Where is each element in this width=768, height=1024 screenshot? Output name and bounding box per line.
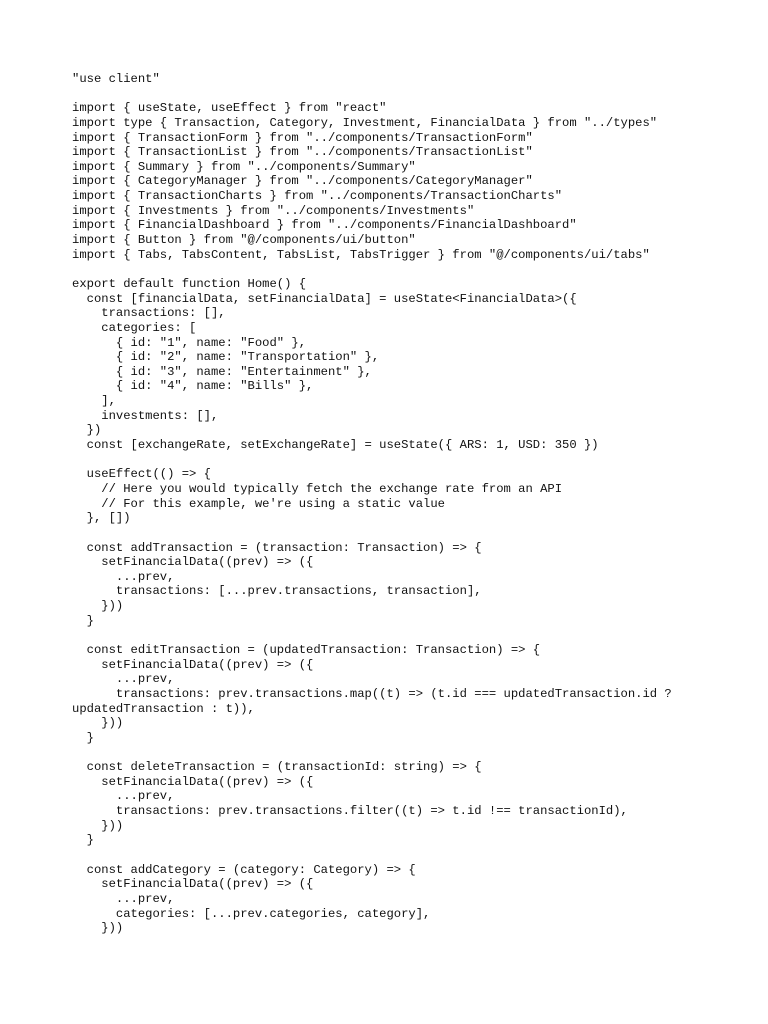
code-line: investments: [],: [72, 408, 219, 423]
code-line: }: [72, 730, 94, 745]
code-line: [72, 848, 712, 863]
code-line: import { Button } from "@/components/ui/button": [72, 233, 416, 248]
code-line: { id: "4", name: "Bills" },: [72, 379, 314, 394]
code-line: import { TransactionList } from "../components/TransactionList": [72, 145, 533, 160]
code-line: [72, 628, 712, 643]
code-line: import { CategoryManager } from "../components/CategoryManager": [72, 174, 533, 189]
code-line: transactions: [...prev.transactions, transaction],: [72, 584, 482, 599]
code-line: import type { Transaction, Category, Investment, FinancialData } from "../types": [72, 115, 658, 130]
code-line: const deleteTransaction = (transactionId: string) => {: [72, 760, 482, 775]
code-line: transactions: [],: [72, 306, 226, 321]
code-line: import { Investments } from "../components/Investments": [72, 203, 475, 218]
code-line: categories: [: [72, 320, 197, 335]
code-line: { id: "3", name: "Entertainment" },: [72, 364, 372, 379]
code-line: const [financialData, setFinancialData] = useState<FinancialData>({: [72, 291, 577, 306]
code-line: [72, 745, 712, 760]
code-line: setFinancialData((prev) => ({: [72, 555, 314, 570]
code-line: setFinancialData((prev) => ({: [72, 657, 314, 672]
code-line: }: [72, 833, 94, 848]
code-line: import { TransactionCharts } from "../components/TransactionCharts": [72, 189, 563, 204]
code-line: [72, 262, 712, 277]
code-line: { id: "1", name: "Food" },: [72, 335, 307, 350]
code-line: import { useState, useEffect } from "react": [72, 101, 387, 116]
code-line: const editTransaction = (updatedTransaction: Transaction) => {: [72, 642, 541, 657]
code-line: transactions: prev.transactions.filter((t) => t.id !== transactionId),: [72, 804, 628, 819]
code-line: ...prev,: [72, 891, 175, 906]
code-line: { id: "2", name: "Transportation" },: [72, 350, 380, 365]
code-line: }): [72, 423, 102, 438]
code-line: ],: [72, 394, 116, 409]
code-line: const addTransaction = (transaction: Transaction) => {: [72, 540, 482, 555]
code-line: export default function Home() {: [72, 276, 307, 291]
code-line: })): [72, 921, 124, 936]
code-line: setFinancialData((prev) => ({: [72, 877, 314, 892]
code-line: [72, 453, 712, 468]
code-line: })): [72, 818, 124, 833]
code-listing: [72, 72, 712, 936]
code-line: [72, 87, 712, 102]
code-line: // Here you would typically fetch the exchange rate from an API: [72, 481, 563, 496]
code-line: }, []): [72, 511, 131, 526]
code-line: ...prev,: [72, 789, 175, 804]
code-line: import { Summary } from "../components/Summary": [72, 159, 416, 174]
code-line: updatedTransaction : t)),: [72, 701, 255, 716]
code-line: // For this example, we're using a static value: [72, 496, 445, 511]
code-line: categories: [...prev.categories, category],: [72, 906, 431, 921]
code-line: ...prev,: [72, 672, 175, 687]
code-line: })): [72, 716, 124, 731]
code-line: const addCategory = (category: Category) => {: [72, 862, 416, 877]
code-line: import { TransactionForm } from "../components/TransactionForm": [72, 130, 533, 145]
code-line: import { Tabs, TabsContent, TabsList, TabsTrigger } from "@/components/ui/tabs": [72, 247, 650, 262]
code-line: ...prev,: [72, 569, 175, 584]
code-line: transactions: prev.transactions.map((t) => (t.id === updatedTransaction.id ?: [72, 686, 672, 701]
code-line: useEffect(() => {: [72, 467, 211, 482]
code-line: "use client": [72, 72, 160, 86]
code-line: [72, 526, 712, 541]
code-line: }: [72, 613, 94, 628]
code-line: setFinancialData((prev) => ({: [72, 774, 314, 789]
code-line: import { FinancialDashboard } from "../components/FinancialDashboard": [72, 218, 577, 233]
code-line: })): [72, 599, 124, 614]
code-line: const [exchangeRate, setExchangeRate] = useState({ ARS: 1, USD: 350 }): [72, 438, 599, 453]
